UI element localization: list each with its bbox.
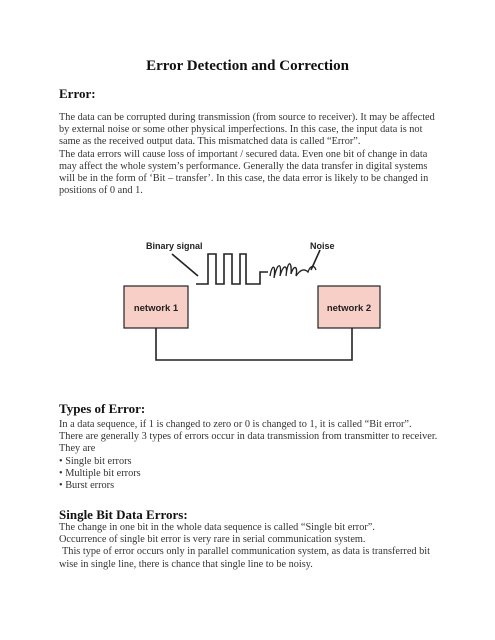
section-body-error bbox=[59, 112, 439, 197]
network-diagram bbox=[110, 236, 390, 370]
noise-label: Noise bbox=[310, 241, 335, 251]
section-heading-error: Error: bbox=[59, 86, 96, 101]
noise-waveform bbox=[270, 264, 316, 278]
section-body-single-bit bbox=[59, 522, 439, 571]
list-item: • Burst errors bbox=[59, 480, 439, 492]
paragraph: The data errors will cause loss of important / secured data. Even one bit of change in data may affect the whole system’s performance. Generally the data transfer in digital systems will be in the form of ‘Bit – transfer’. In this case, the data error is likely to be changed in positions of 0 and 1. bbox=[59, 148, 429, 197]
noise-pointer-line bbox=[311, 250, 320, 270]
paragraph: The data can be corrupted during transmission (from source to receiver). It may be affected by external noise or some other physical imperfections. In this case, the input data is not same as the received output data. This mismatched data is called “Error”. bbox=[59, 112, 435, 148]
network-1-label: network 1 bbox=[133, 303, 179, 314]
error-types-list bbox=[59, 456, 439, 493]
connecting-line bbox=[156, 328, 352, 360]
paragraph: There are generally 3 types of errors occur in data transmission from transmitter to receiver. They are bbox=[59, 431, 438, 455]
binary-signal-label: Binary signal bbox=[146, 241, 203, 251]
section-body-types bbox=[59, 419, 439, 492]
paragraph: The change in one bit in the whole data sequence is called “Single bit error”. bbox=[59, 522, 375, 533]
network-2-label: network 2 bbox=[326, 303, 372, 314]
list-item: • Single bit errors bbox=[59, 456, 439, 468]
page-title: Error Detection and Correction bbox=[146, 58, 349, 74]
paragraph: Occurrence of single bit error is very rare in serial communication system. bbox=[59, 534, 366, 546]
list-item: • Multiple bit errors bbox=[59, 468, 439, 480]
signal-pointer-line bbox=[172, 254, 198, 276]
section-heading-types: Types of Error: bbox=[59, 401, 146, 416]
paragraph: This type of error occurs only in parallel communication system, as data is transferred bit wise in single line, there is chance that single line to be noisy. bbox=[59, 546, 431, 570]
binary-signal-waveform bbox=[196, 254, 268, 284]
paragraph: In a data sequence, if 1 is changed to zero or 0 is changed to 1, it is called “Bit error”. bbox=[59, 419, 412, 430]
section-heading-single-bit: Single Bit Data Errors: bbox=[59, 507, 188, 522]
